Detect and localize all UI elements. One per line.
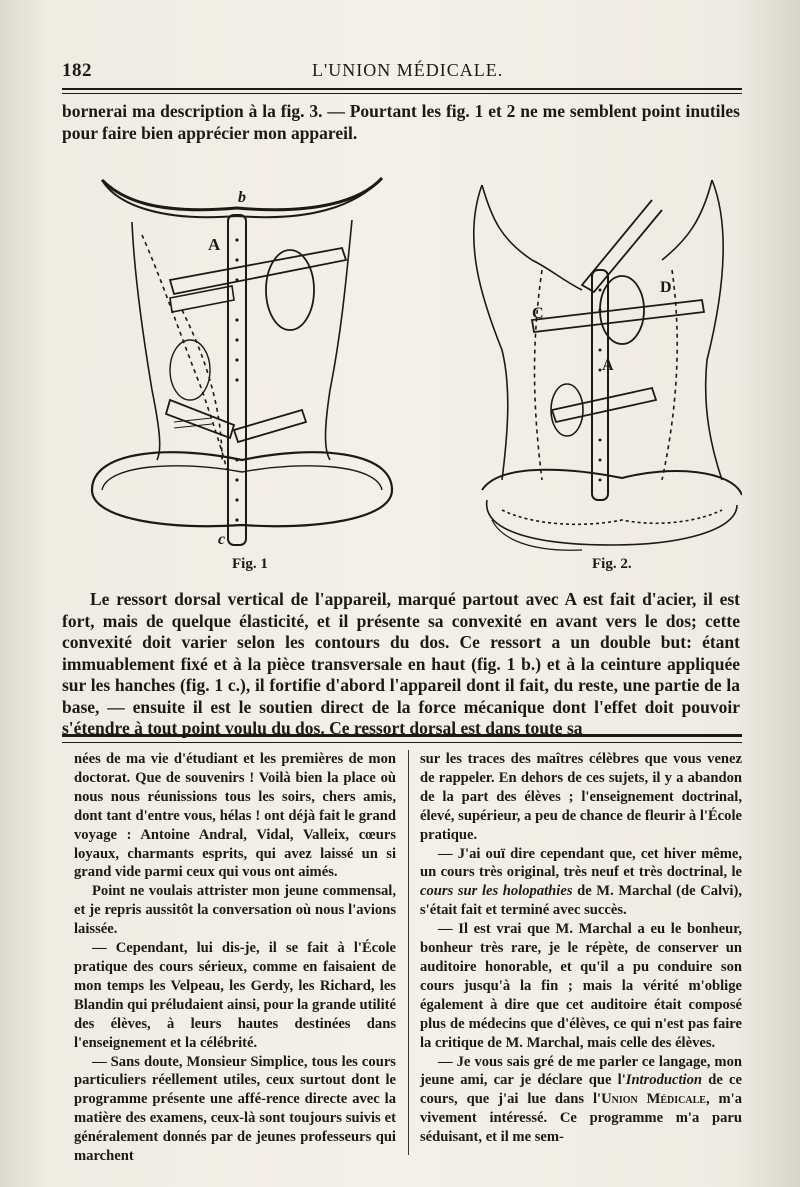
- right-paragraph-2-b: de M. Marchal (de Calvi), s'était fait et terminé avec succès.: [420, 883, 742, 919]
- right-paragraph-1: sur les traces des maîtres célèbres que vous venez de rappeler. En dehors de ces sujets, il y a abandon de la part des élèves ; l'enseignement doctrinal, élevé, supérieur, a peu de chance de fleurir à l'École pratique.: [420, 751, 742, 843]
- left-paragraph-4: — Sans doute, Monsieur Simplice, tous les cours particuliers réellement utiles, ceux surtout dont le programme présente une affé-rence directe avec la matière des examens, ceux-là sont toujours suivis et généralement donnés par de jeunes professeurs qui marchent: [74, 1053, 396, 1165]
- left-paragraph-1: nées de ma vie d'étudiant et les premières de mon doctorat. Que de souvenirs ! Voilà bien la place où nous nous réunissions tous les soirs, chers amis, dont tant d'entre vous, hélas ! ont déjà fait le grand voyage : Antoine Andral, Vidal, Valleix, cœurs loyaux, charmants esprits, qui avez laissé un si grand vide parmi ceux qui vous ont aimés.: [74, 751, 396, 881]
- fig2-label-C: C: [532, 305, 544, 322]
- fig1-label-A: A: [208, 235, 221, 254]
- right-paragraph-2-italic: cours sur les holopathies: [420, 883, 573, 900]
- feuilleton-right-column: [420, 750, 742, 1147]
- right-paragraph-3: — Il est vrai que M. Marchal a eu le bonheur, bonheur très rare, je le répète, de conserver un auditoire honorable, et qu'il a pu conduire son cours jusqu'à la fin ; mais la vérité m'oblige également à dire que cet auditoire était composé plus de médecins que d'élèves, ce qui n'est pas faire la critique de M. Marchal, mais celle des élèves.: [420, 921, 742, 1051]
- main-text: [62, 589, 740, 740]
- fig1-caption: Fig. 1: [232, 556, 268, 572]
- feuilleton-rule: [62, 734, 742, 743]
- fig1-label-c: c: [218, 531, 226, 548]
- fig1-label-b: b: [238, 189, 246, 206]
- header-rule: [62, 88, 742, 94]
- column-divider: [408, 750, 409, 1155]
- right-paragraph-4-b: de ce cours, que j'ai lue dans l': [420, 1072, 742, 1108]
- intro-paragraph: bornerai ma description à la fig. 3. — Pourtant les fig. 1 et 2 ne me semblent point inutiles pour faire bien apprécier mon appareil.: [62, 101, 740, 143]
- fig2-caption: Fig. 2.: [592, 556, 632, 572]
- feuilleton-left-column: [74, 750, 396, 1166]
- corset-illustrations: [62, 160, 742, 580]
- fig1-illustration: [92, 178, 392, 545]
- right-paragraph-4: [420, 1053, 742, 1148]
- right-paragraph-2-a: — J'ai ouï dire cependant que, cet hiver même, un cours très original, très neuf et très doctrinal, le: [420, 845, 742, 881]
- left-paragraph-2: Point ne voulais attrister mon jeune commensal, et je repris aussitôt la conversation où nous l'avions laissée.: [74, 883, 396, 938]
- right-paragraph-4-c: , m'a vivement intéressé. Ce programme m'a paru séduisant, et il me sem-: [420, 1091, 742, 1146]
- main-paragraph: Le ressort dorsal vertical de l'appareil, marqué partout avec A est fait d'acier, il est fort, mais de quelque élasticité, et il présente sa convexité en avant vers le dos; cette convexité doit varier selon les contours du dos. Ce ressort a un double but: étant immuablement fixé et à la pièce transversale en haut (fig. 1 b.) et à la ceinture appliquée sur les hanches (fig. 1 c.), il fortifie d'abord l'appareil dont il fait, du reste, une partie de la base, — ensuite il est le soutien direct de la force mécanique dont l'effet doit pouvoir s'étendre à tout point voulu du dos. Ce ressort dorsal est dans toute sa: [62, 589, 740, 738]
- right-paragraph-4-a: — Je vous sais gré de me parler ce langage, mon jeune ami, car je déclare que l': [420, 1053, 742, 1089]
- running-title: L'UNION MÉDICALE.: [312, 60, 504, 80]
- right-paragraph-4-smallcaps: Union Médicale: [601, 1091, 706, 1108]
- right-paragraph-2: [420, 845, 742, 921]
- figures-block: [62, 160, 742, 580]
- right-paragraph-4-italic: Introduction: [625, 1072, 703, 1089]
- page-number: 182: [62, 60, 92, 81]
- fig1-spring-holes: [235, 238, 238, 521]
- fig2-label-A: A: [602, 357, 614, 374]
- left-paragraph-3: — Cependant, lui dis-je, il se fait à l'École pratique des cours sérieux, comme en faisaient de mon temps les Velpeau, les Gerdy, les Richard, les Blandin qui préludaient ainsi, pour la grande utilité des élèves, à leurs hautes destinées dans l'enseignement et la célébrité.: [74, 940, 396, 1051]
- page-header: [62, 56, 742, 86]
- fig2-label-D: D: [660, 279, 672, 296]
